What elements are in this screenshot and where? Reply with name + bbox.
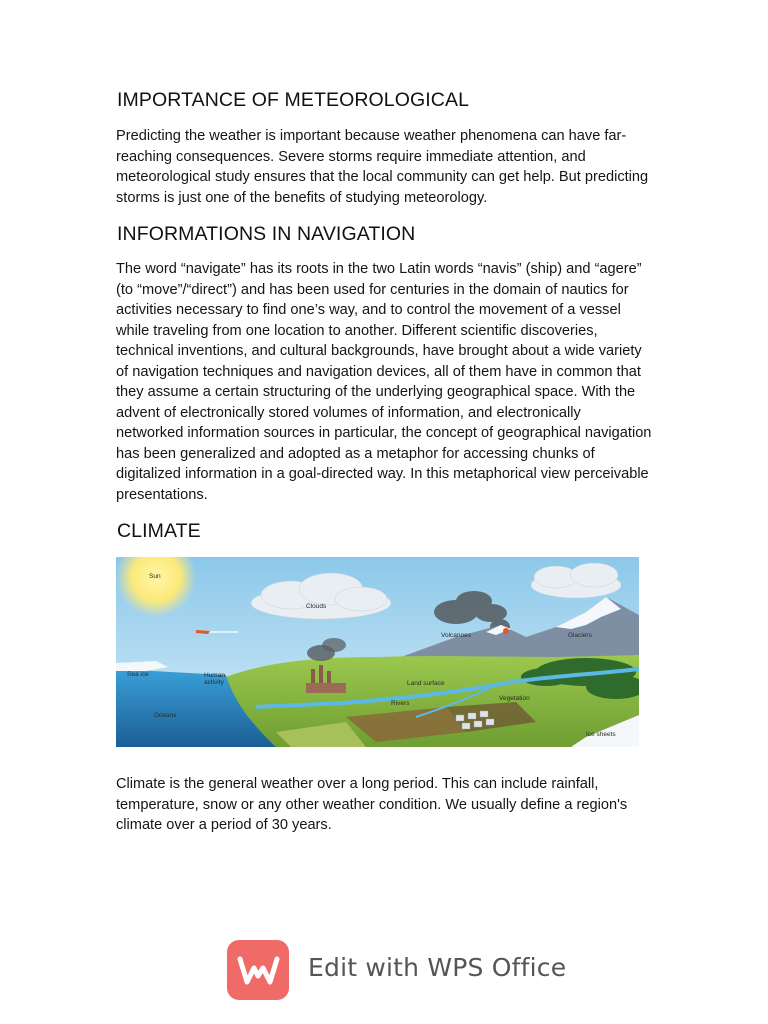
label-sea-ice: Sea ice	[127, 671, 149, 678]
label-glaciers: Glaciers	[568, 632, 592, 639]
label-ice-sheets: Ice sheets	[586, 731, 616, 738]
heading-navigation: INFORMATIONS IN NAVIGATION	[117, 223, 416, 245]
wps-edit-label: Edit with WPS Office	[308, 953, 567, 982]
wps-logo-icon	[227, 940, 289, 1000]
paragraph-climate: Climate is the general weather over a long period. This can include rainfall, temperature, snow or any other weather condition. We usually define a region's climate over a period of 30 years.	[116, 776, 628, 833]
label-rivers: Rivers	[391, 700, 410, 707]
climate-system-illustration	[116, 557, 639, 747]
heading-climate: CLIMATE	[117, 520, 201, 542]
label-sun: Sun	[149, 573, 161, 580]
label-vegetation: Vegetation	[499, 695, 530, 702]
label-clouds: Clouds	[306, 603, 327, 610]
heading-importance: IMPORTANCE OF METEOROLOGICAL	[117, 89, 470, 111]
label-human-activity-line1: Human	[204, 672, 225, 679]
label-human-activity-line2: activity	[204, 679, 224, 686]
label-volcanoes: Volcanoes	[441, 632, 471, 639]
paragraph-navigation: The word “navigate” has its roots in the two Latin words “navis” (ship) and “agere” (to “move”/“direct”) and has been used for centuries in the domain of nautics for activities necessary to find one’s way, and to control the movement of a vessel while traveling from one location to another. Different scientific discoveries, technical inventions, and cultural backgrounds, have brought about a wide variety of navigation techniques and navigation devices, all of them have in common that they assume a certain structuring of the underlying geographical space. With the advent of electronically stored volumes of information, and electronically networked information sources in particular, the concept of geographical navigation has been generalized and adopted as a metaphor for accessing chunks of digitalized information in a goal-directed way. In this metaphorical view perceivable presentations.	[116, 261, 652, 503]
label-land-surface: Land surface	[407, 680, 445, 687]
label-oceans: Oceans	[154, 712, 177, 719]
wps-edit-banner[interactable]	[227, 940, 567, 1000]
paragraph-importance: Predicting the weather is important because weather phenomena can have far-reaching consequences. Severe storms require immediate attention, and meteorological study ensures that the local community can get help. But predicting storms is just one of the benefits of studying meteorology.	[116, 128, 649, 206]
